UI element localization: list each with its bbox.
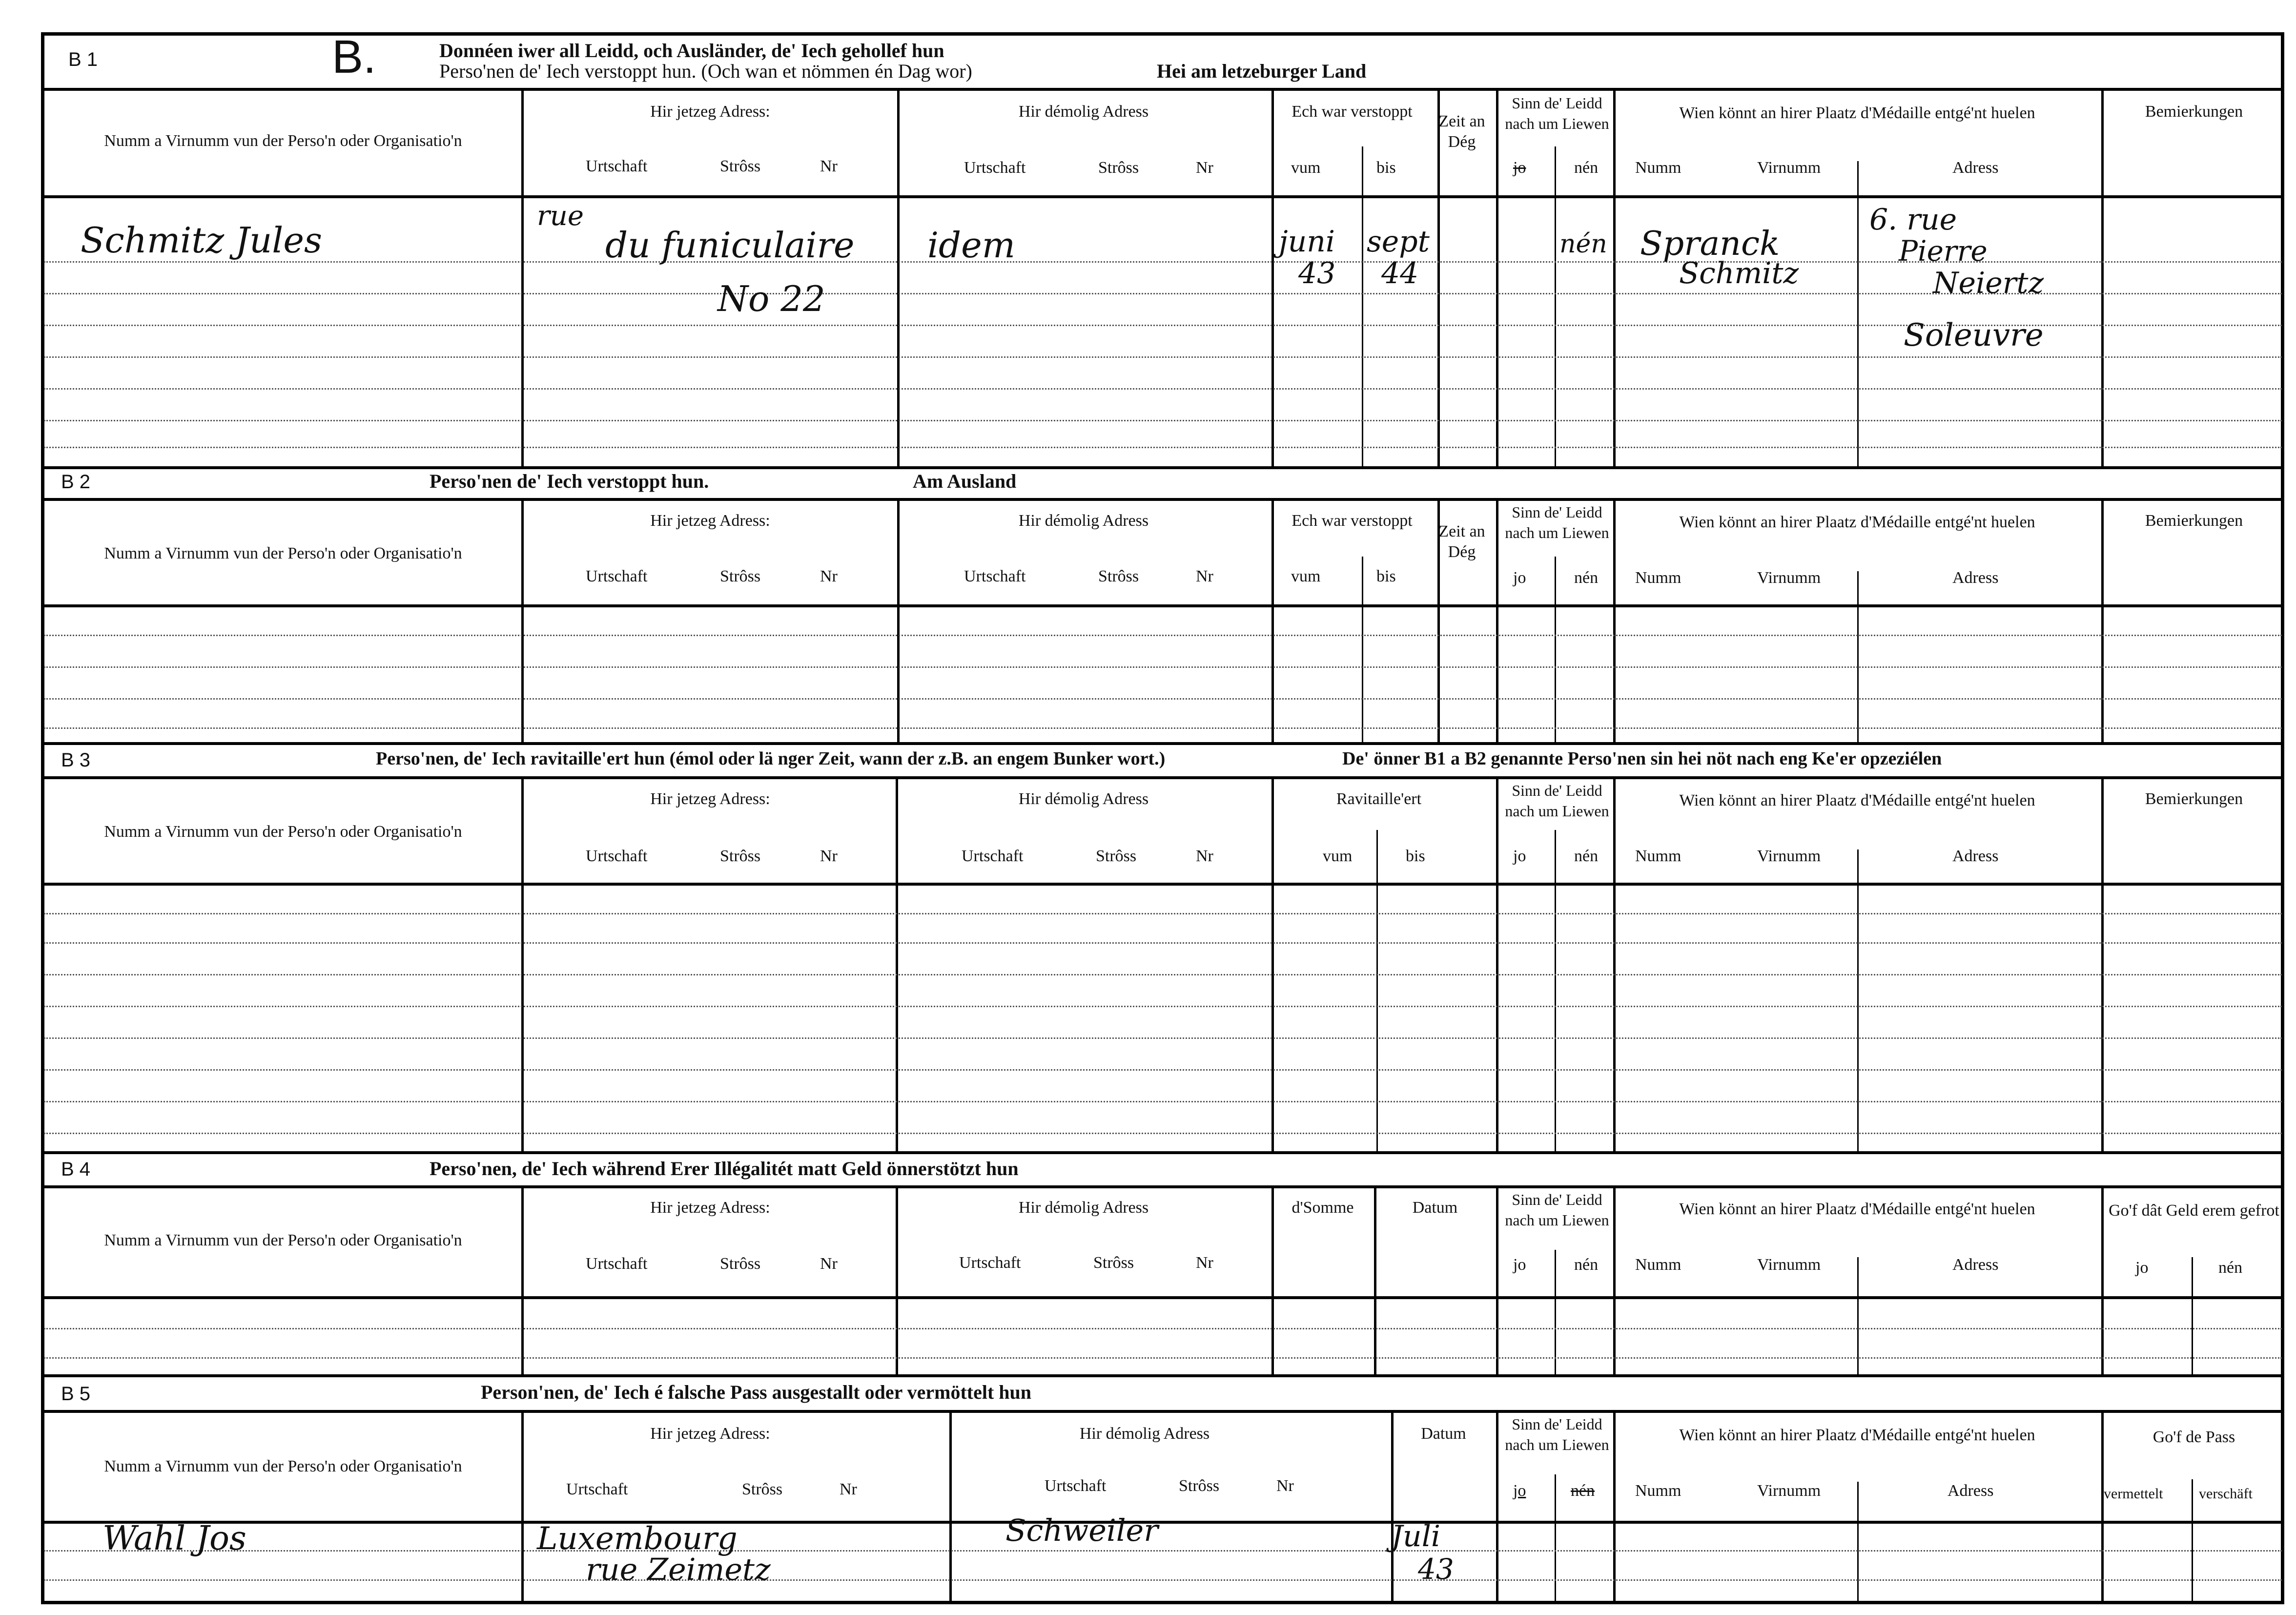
b1-title-suffix: Hei am letzeburger Land — [1157, 60, 1367, 82]
b4-col-yes: jo — [1513, 1256, 1526, 1274]
b5-row-line — [44, 1579, 2282, 1581]
b1-top-rule — [41, 88, 2284, 91]
b3-col-medal: Wien könnt an hirer Plaatz d'Médaille entgé'nt huelen — [1679, 791, 2035, 809]
b2-col-place2: Urtschaft — [964, 567, 1026, 585]
b3-col-street: Strôss — [720, 847, 761, 865]
b4-col-nr: Nr — [820, 1255, 838, 1273]
b2-v5 — [1437, 498, 1440, 742]
b1-col-nr: Nr — [820, 157, 838, 175]
b4-col-money-returned: Go'f dât Geld erem gefrot — [2109, 1201, 2279, 1220]
b4-col-nr2: Nr — [1196, 1254, 1213, 1272]
b1-entry-medal-addr3: Neiertz — [1933, 266, 2044, 300]
b2-col-name: Numm a Virnumm vun der Perso'n oder Organisatio'n — [104, 544, 462, 562]
b3-row-line — [44, 913, 2282, 914]
b4-title: Perso'nen, de' Iech während Erer Illégalitét matt Geld önnerstötzt hun — [430, 1158, 1019, 1180]
b1-col-name: Numm a Virnumm vun der Perso'n oder Organisatio'n — [104, 132, 462, 150]
b1-col-no: nén — [1574, 159, 1599, 177]
b4-col-medal: Wien könnt an hirer Plaatz d'Médaille entgé'nt huelen — [1679, 1200, 2035, 1218]
b5-col-former: Hir démolig Adress — [1079, 1425, 1210, 1443]
b1-col-time: Zeit an Dég — [1438, 112, 1485, 151]
b4-v6 — [1496, 1185, 1498, 1374]
b2-col-hidden: Ech war verstoppt — [1292, 512, 1413, 530]
b4-col-alive: Sinn de' Leidd nach um Liewen — [1505, 1191, 1609, 1229]
b3-col-address: Adress — [1952, 847, 1999, 865]
b1-col-to: bis — [1376, 159, 1396, 177]
b1-col-place: Urtschaft — [586, 157, 648, 175]
b1-title-line2: Perso'nen de' Iech verstoppt hun. (Och wan et nömmen én Dag wor) — [439, 60, 972, 82]
b3-col-nr2: Nr — [1196, 847, 1213, 865]
b4-col-address: Adress — [1952, 1256, 1999, 1274]
b3-col-current: Hir jetzeg Adress: — [650, 790, 770, 808]
section-code-b1: B 1 — [68, 49, 98, 70]
b1-col-from: vum — [1291, 159, 1321, 177]
b5-col-pass-made: verschäft — [2199, 1486, 2253, 1502]
b4-col-surname: Numm — [1635, 1256, 1681, 1274]
b3-v2 — [896, 776, 898, 1151]
b3-col-to: bis — [1406, 847, 1425, 865]
b5-col-medal: Wien könnt an hirer Plaatz d'Médaille entgé'nt huelen — [1679, 1426, 2035, 1444]
section-code-b3: B 3 — [61, 749, 91, 771]
b3-col-nr: Nr — [820, 847, 838, 865]
b5-entry-date-year: 43 — [1418, 1553, 1454, 1586]
b4-bottom-rule — [41, 1374, 2284, 1377]
b1-v5 — [1437, 88, 1440, 466]
b1-col-remarks: Bemierkungen — [2145, 103, 2243, 121]
b3-v8 — [1613, 776, 1616, 1151]
b2-col-time: Zeit an Dég — [1438, 522, 1485, 561]
b3-col-place2: Urtschaft — [962, 847, 1024, 865]
b3-row-line — [44, 974, 2282, 975]
b1-entry-to-month: sept — [1367, 225, 1430, 259]
section-code-b4: B 4 — [61, 1159, 91, 1180]
b1-col-address: Adress — [1952, 159, 1999, 177]
b4-v1 — [521, 1185, 524, 1374]
b2-col-current: Hir jetzeg Adress: — [650, 512, 770, 530]
b5-v9 — [1857, 1482, 1859, 1604]
b5-col-address: Adress — [1948, 1482, 1994, 1500]
b5-col-street: Strôss — [742, 1480, 783, 1498]
b1-bottom-rule — [41, 466, 2284, 469]
b1-entry-addr3: No 22 — [718, 278, 825, 319]
b2-v6 — [1496, 498, 1498, 742]
b1-entry-medal-addr4: Soleuvre — [1904, 317, 2044, 353]
b5-entry-addr2: rue Zeimetz — [586, 1552, 771, 1587]
b2-col-to: bis — [1376, 567, 1396, 585]
b1-v6 — [1496, 88, 1498, 466]
b3-row-line — [44, 1101, 2282, 1102]
b2-v7 — [1555, 557, 1556, 742]
b1-v7 — [1555, 146, 1556, 466]
b5-col-current: Hir jetzeg Adress: — [650, 1425, 770, 1443]
b1-entry-addr2: du funiculaire — [605, 225, 855, 266]
b2-col-former: Hir démolig Adress — [1018, 512, 1149, 530]
b5-col-street2: Strôss — [1179, 1477, 1220, 1495]
b4-row-line — [44, 1328, 2282, 1329]
b5-v1 — [521, 1410, 524, 1604]
b2-col-street: Strôss — [720, 567, 761, 585]
b2-title-suffix: Am Ausland — [913, 470, 1017, 492]
b5-entry-date-month: Juli — [1391, 1519, 1441, 1553]
b5-v8 — [1613, 1410, 1616, 1604]
b4-col-date: Datum — [1412, 1199, 1458, 1217]
b2-col-medal: Wien könnt an hirer Plaatz d'Médaille entgé'nt huelen — [1679, 513, 2035, 531]
b2-bottom-rule — [41, 742, 2284, 745]
b1-row-line — [44, 356, 2282, 358]
b4-row-line — [44, 1357, 2282, 1359]
b5-entry-addr1: Luxembourg — [537, 1521, 738, 1557]
b2-col-no: nén — [1574, 569, 1599, 587]
b4-v2 — [896, 1185, 898, 1374]
b4-col-name: Numm a Virnumm vun der Perso'n oder Organisatio'n — [104, 1231, 462, 1249]
b4-col-place: Urtschaft — [586, 1255, 648, 1273]
b4-v7 — [1555, 1250, 1556, 1374]
b3-row-line — [44, 1006, 2282, 1007]
b5-col-alive: Sinn de' Leidd nach um Liewen — [1505, 1415, 1609, 1453]
b1-row-line — [44, 447, 2282, 448]
b1-col-place2: Urtschaft — [964, 159, 1026, 177]
b1-col-former: Hir démolig Adress — [1018, 103, 1149, 121]
b2-v4 — [1362, 557, 1363, 742]
b2-header-rule — [41, 604, 2284, 607]
b1-v2 — [897, 88, 900, 466]
b5-title: Person'nen, de' Iech é falsche Pass ausgestallt oder vermöttelt hun — [481, 1381, 1032, 1403]
b1-col-street: Strôss — [720, 157, 761, 175]
b1-entry-medal-name1: Spranck — [1640, 225, 1780, 263]
b3-v7 — [1555, 830, 1556, 1151]
b3-col-remarks: Bemierkungen — [2145, 790, 2243, 808]
b2-col-alive: Sinn de' Leidd nach um Liewen — [1505, 503, 1609, 541]
b3-col-firstname: Virnumm — [1757, 847, 1821, 865]
b2-col-nr: Nr — [820, 567, 838, 585]
b2-row-line — [44, 727, 2282, 729]
b1-entry-medal-addr2: Pierre — [1899, 234, 1988, 268]
b4-v4 — [1374, 1185, 1376, 1374]
b3-col-supplied: Ravitaille'ert — [1336, 790, 1422, 808]
b1-col-street2: Strôss — [1098, 159, 1139, 177]
b5-col-nr2: Nr — [1276, 1477, 1294, 1495]
b4-col-street: Strôss — [720, 1255, 761, 1273]
b2-row-line — [44, 666, 2282, 668]
b3-row-line — [44, 1133, 2282, 1134]
b1-col-yes: jo — [1513, 159, 1526, 177]
b5-col-nr: Nr — [840, 1480, 857, 1498]
b5-col-date: Datum — [1421, 1425, 1466, 1443]
b4-col-yes2: jo — [2135, 1259, 2149, 1277]
b3-col-former: Hir démolig Adress — [1018, 790, 1149, 808]
b5-entry-name: Wahl Jos — [102, 1519, 246, 1558]
b1-col-medal: Wien könnt an hirer Plaatz d'Médaille entgé'nt huelen — [1679, 104, 2035, 122]
b5-top-rule — [41, 1410, 2284, 1413]
b4-col-current: Hir jetzeg Adress: — [650, 1199, 770, 1217]
b5-col-place2: Urtschaft — [1045, 1477, 1107, 1495]
b1-entry-from-month: juni — [1279, 225, 1335, 259]
b1-v4 — [1362, 146, 1363, 466]
b2-v1 — [521, 498, 524, 742]
b3-col-place: Urtschaft — [586, 847, 648, 865]
b2-col-nr2: Nr — [1196, 567, 1213, 585]
b1-entry-former: idem — [927, 225, 1015, 266]
b4-top-rule — [41, 1185, 2284, 1188]
b3-v4 — [1376, 830, 1378, 1151]
b5-v2 — [949, 1410, 952, 1604]
b1-col-firstname: Virnumm — [1757, 159, 1821, 177]
b4-header-rule — [41, 1296, 2284, 1299]
b3-col-name: Numm a Virnumm vun der Perso'n oder Organisatio'n — [104, 823, 462, 841]
b1-entry-addr1: rue — [537, 200, 584, 232]
b1-v8 — [1613, 88, 1616, 466]
b1-entry-alive: nén — [1559, 229, 1607, 259]
b1-v10 — [2101, 88, 2104, 466]
b1-row-line — [44, 388, 2282, 390]
b5-col-name: Numm a Virnumm vun der Perso'n oder Organisatio'n — [104, 1457, 462, 1475]
b5-v6 — [1496, 1410, 1498, 1604]
b3-bottom-rule — [41, 1151, 2284, 1154]
b1-entry-name: Schmitz Jules — [81, 220, 322, 261]
b5-row-line — [44, 1550, 2282, 1552]
b3-title-suffix: De' önner B1 a B2 genannte Perso'nen sin hei nöt nach eng Ke'er opzeziélen — [1342, 748, 1942, 769]
b5-v7 — [1555, 1474, 1556, 1604]
b4-v10 — [2101, 1185, 2104, 1374]
b3-v3 — [1271, 776, 1274, 1151]
form-letter: B. — [332, 31, 376, 83]
b5-v3 — [1391, 1410, 1394, 1604]
b2-col-from: vum — [1291, 567, 1321, 585]
b1-title-line1: Donnéen iwer all Leidd, och Ausländer, de' Iech gehollef hun — [439, 40, 944, 62]
b3-title: Perso'nen, de' Iech ravitaille'ert hun (émol oder lä nger Zeit, wann der z.B. an engem Bunker wort.) — [376, 748, 1166, 769]
b2-col-place: Urtschaft — [586, 567, 648, 585]
b5-v11 — [2192, 1479, 2193, 1604]
b3-v6 — [1496, 776, 1498, 1151]
section-code-b2: B 2 — [61, 471, 91, 493]
b3-col-no: nén — [1574, 847, 1599, 865]
b4-v11 — [2192, 1257, 2193, 1374]
b3-col-alive: Sinn de' Leidd nach um Liewen — [1505, 782, 1609, 820]
b2-col-street2: Strôss — [1098, 567, 1139, 585]
b2-col-firstname: Virnumm — [1757, 569, 1821, 587]
b2-row-line — [44, 635, 2282, 636]
b4-col-former: Hir démolig Adress — [1018, 1199, 1149, 1217]
b2-col-surname: Numm — [1635, 569, 1681, 587]
b1-entry-medal-addr1: 6. rue — [1869, 203, 1957, 237]
b1-col-surname: Numm — [1635, 159, 1681, 177]
b3-v9 — [1857, 849, 1859, 1151]
b5-col-yes: jo — [1513, 1482, 1526, 1500]
b2-v3 — [1271, 498, 1274, 742]
b5-col-pass-mediated: vermettelt — [2104, 1486, 2163, 1502]
b3-v1 — [521, 776, 524, 1151]
b5-col-pass: Go'f de Pass — [2152, 1428, 2235, 1446]
b5-v10 — [2101, 1410, 2104, 1604]
b1-col-alive: Sinn de' Leidd nach um Liewen — [1505, 94, 1609, 132]
b5-header-rule — [41, 1521, 2284, 1524]
b4-col-firstname: Virnumm — [1757, 1256, 1821, 1274]
b5-col-no: nén — [1571, 1482, 1595, 1500]
b4-v8 — [1613, 1185, 1616, 1374]
b1-v3 — [1271, 88, 1274, 466]
b1-entry-medal-name2: Schmitz — [1679, 256, 1799, 290]
b3-row-line — [44, 942, 2282, 944]
b5-col-place: Urtschaft — [566, 1480, 628, 1498]
b2-col-remarks: Bemierkungen — [2145, 512, 2243, 530]
b4-col-sum: d'Somme — [1292, 1199, 1354, 1217]
b4-col-place2: Urtschaft — [959, 1254, 1021, 1272]
b2-v8 — [1613, 498, 1616, 742]
b3-row-line — [44, 1037, 2282, 1039]
b2-title: Perso'nen de' Iech verstoppt hun. — [430, 470, 709, 492]
b3-col-surname: Numm — [1635, 847, 1681, 865]
b5-col-firstname: Virnumm — [1757, 1482, 1821, 1500]
b5-entry-former: Schweiler — [1005, 1512, 1158, 1548]
b2-v10 — [2101, 498, 2104, 742]
b4-v9 — [1857, 1257, 1859, 1374]
b1-v1 — [521, 88, 524, 466]
b3-col-from: vum — [1323, 847, 1353, 865]
b4-v3 — [1271, 1185, 1274, 1374]
b2-top-rule — [41, 498, 2284, 501]
b2-col-yes: jo — [1513, 569, 1526, 587]
b1-entry-from-year: 43 — [1298, 256, 1336, 290]
b3-col-street2: Strôss — [1096, 847, 1137, 865]
b3-top-rule — [41, 776, 2284, 779]
b3-v10 — [2101, 776, 2104, 1151]
b1-row-line — [44, 420, 2282, 421]
b3-header-rule — [41, 883, 2284, 886]
b3-col-yes: jo — [1513, 847, 1526, 865]
b4-col-street2: Strôss — [1093, 1254, 1134, 1272]
b4-col-no2: nén — [2218, 1259, 2243, 1277]
b3-row-line — [44, 1069, 2282, 1071]
b2-v2 — [897, 498, 900, 742]
b1-header-rule — [41, 195, 2284, 198]
b1-entry-to-year: 44 — [1381, 256, 1419, 290]
b1-col-nr2: Nr — [1196, 159, 1213, 177]
b5-col-surname: Numm — [1635, 1482, 1681, 1500]
b2-row-line — [44, 698, 2282, 700]
b2-col-address: Adress — [1952, 569, 1999, 587]
b1-col-hidden: Ech war verstoppt — [1292, 103, 1413, 121]
b4-col-no: nén — [1574, 1256, 1599, 1274]
b1-col-current: Hir jetzeg Adress: — [650, 103, 770, 121]
b2-v9 — [1857, 571, 1859, 742]
section-code-b5: B 5 — [61, 1383, 91, 1405]
